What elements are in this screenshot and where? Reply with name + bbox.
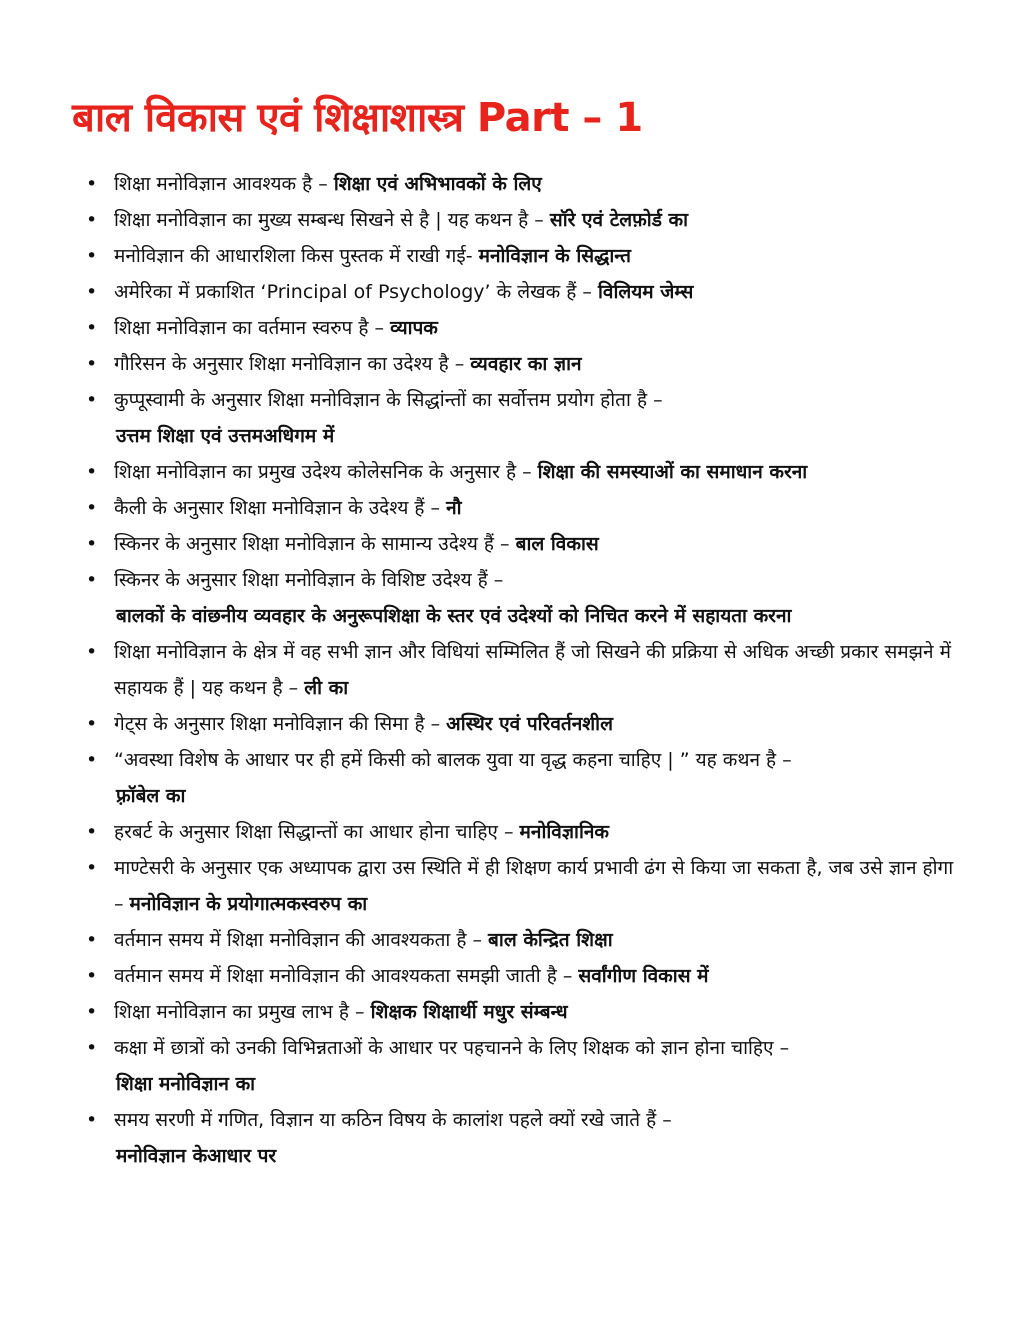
page-title: बाल विकास एवं शिक्षाशास्त्र Part – 1 (72, 95, 643, 141)
list-item (84, 742, 964, 814)
answer-text: सर्वांगीण विकास में (578, 965, 709, 987)
answer-text: शिक्षा मनोविज्ञान का (116, 1073, 256, 1095)
bullet-icon: • (86, 1001, 98, 1023)
list-item (84, 1102, 964, 1174)
question-text: वर्तमान समय में शिक्षा मनोविज्ञान की आवश्यकता समझी जाती है – (114, 965, 573, 987)
question-text: कक्षा में छात्रों को उनकी विभिन्नताओं के आधार पर पहचानने के लिए शिक्षक को ज्ञान होना चाहिए – (114, 1037, 790, 1059)
bullet-icon: • (86, 857, 98, 879)
answer-text: बाल केन्द्रित शिक्षा (488, 929, 613, 951)
question-text: शिक्षा मनोविज्ञान आवश्यक है – (114, 173, 328, 195)
list-item (84, 274, 964, 310)
question-text: शिक्षा मनोविज्ञान का प्रमुख लाभ है – (114, 1001, 365, 1023)
answer-text: अस्थिर एवं परिवर्तनशील (446, 713, 613, 735)
bullet-icon: • (86, 173, 98, 195)
bullet-icon: • (86, 533, 98, 555)
answer-text: नौ (446, 497, 462, 519)
question-text: कैली के अनुसार शिक्षा मनोविज्ञान के उदेश्य हैं – (114, 497, 441, 519)
list-item (84, 958, 964, 994)
bullet-icon: • (86, 317, 98, 339)
question-text: शिक्षा मनोविज्ञान का प्रमुख उदेश्य कोलेसनिक के अनुसार है – (114, 461, 532, 483)
answer-text: बाल विकास (515, 533, 599, 555)
answer-text: मनोविज्ञानिक (519, 821, 610, 843)
question-text: माण्टेसरी के अनुसार एक अध्यापक द्वारा उस स्थिति में ही शिक्षण कार्य प्रभावी ढंग से किया जा सकता है, जब उसे ज्ञान होगा – (114, 857, 954, 915)
bullet-icon: • (86, 281, 98, 303)
question-text: गेट्स के अनुसार शिक्षा मनोविज्ञान की सिमा है – (114, 713, 441, 735)
list-item (84, 562, 964, 634)
question-text: गौरिसन के अनुसार शिक्षा मनोविज्ञान का उदेश्य है – (114, 353, 465, 375)
bullet-icon: • (86, 461, 98, 483)
bullet-icon: • (86, 1037, 98, 1059)
list-item (84, 1030, 964, 1102)
answer-text: व्यवहार का ज्ञान (470, 353, 582, 375)
bullet-icon: • (86, 569, 98, 591)
answer-text: मनोविज्ञान के प्रयोगात्मकस्वरुप का (129, 893, 368, 915)
list-item (84, 310, 964, 346)
answer-text: मनोविज्ञान केआधार पर (116, 1145, 277, 1167)
question-text: मनोविज्ञान की आधारशिला किस पुस्तक में राखी गई- (114, 245, 473, 267)
question-text: कुप्पूस्वामी के अनुसार शिक्षा मनोविज्ञान के सिद्धांन्तों का सर्वोत्तम प्रयोग होता है – (114, 389, 663, 411)
bullet-icon: • (86, 245, 98, 267)
list-item (84, 994, 964, 1030)
list-item (84, 238, 964, 274)
question-text: अमेरिका में प्रकाशित ‘Principal of Psychology’ के लेखक हैं – (114, 281, 592, 303)
answer-text: मनोविज्ञान के सिद्धान्त (478, 245, 631, 267)
answer-text: सॉरे एवं टेलफ़ोर्ड का (549, 209, 689, 231)
list-item (84, 706, 964, 742)
answer-text: शिक्षा एवं अभिभावकों के लिए (333, 173, 542, 195)
question-answer-list (84, 166, 964, 1174)
answer-text: उत्तम शिक्षा एवं उत्तमअधिगम में (116, 425, 335, 447)
list-item (84, 814, 964, 850)
answer-text: शिक्षक शिक्षार्थी मधुर संम्बन्ध (370, 1001, 568, 1023)
bullet-icon: • (86, 749, 98, 771)
question-text: वर्तमान समय में शिक्षा मनोविज्ञान की आवश्यकता है – (114, 929, 482, 951)
list-item (84, 346, 964, 382)
bullet-icon: • (86, 389, 98, 411)
list-item (84, 634, 964, 706)
answer-text: व्यापक (390, 317, 438, 339)
bullet-icon: • (86, 821, 98, 843)
answer-text: शिक्षा की समस्याओं का समाधान करना (537, 461, 808, 483)
list-item (84, 166, 964, 202)
list-item (84, 526, 964, 562)
bullet-icon: • (86, 929, 98, 951)
answer-text: बालकों के वांछनीय व्यवहार के अनुरूपशिक्षा के स्तर एवं उदेश्यों को निचित करने में सहायता करना (116, 605, 792, 627)
question-text: “अवस्था विशेष के आधार पर ही हमें किसी को बालक युवा या वृद्ध कहना चाहिए | ” यह कथन है – (114, 749, 792, 771)
bullet-icon: • (86, 209, 98, 231)
question-text: शिक्षा मनोविज्ञान का मुख्य सम्बन्ध सिखने से है | यह कथन है – (114, 209, 544, 231)
answer-text: विलियम जेम्स (597, 281, 694, 303)
question-text: हरबर्ट के अनुसार शिक्षा सिद्धान्तों का आधार होना चाहिए – (114, 821, 514, 843)
list-item (84, 850, 964, 922)
list-item (84, 202, 964, 238)
list-item (84, 382, 964, 454)
question-text: स्किनर के अनुसार शिक्षा मनोविज्ञान के सामान्य उदेश्य हैं – (114, 533, 510, 555)
answer-text: ली का (304, 677, 349, 699)
bullet-icon: • (86, 353, 98, 375)
question-text: शिक्षा मनोविज्ञान के क्षेत्र में वह सभी ज्ञान और विधियां सम्मिलित हैं जो सिखने की प्रक्रिया से अधिक अच्छी प्रकार समझने में सहायक हैं | यह कथन है – (114, 641, 951, 699)
list-item (84, 922, 964, 958)
answer-text: फ़्रॉबेल का (116, 785, 186, 807)
bullet-icon: • (86, 1109, 98, 1131)
question-text: स्किनर के अनुसार शिक्षा मनोविज्ञान के विशिष्ट उदेश्य हैं – (114, 569, 504, 591)
question-text: शिक्षा मनोविज्ञान का वर्तमान स्वरुप है – (114, 317, 385, 339)
bullet-icon: • (86, 497, 98, 519)
bullet-icon: • (86, 641, 98, 663)
bullet-icon: • (86, 713, 98, 735)
bullet-icon: • (86, 965, 98, 987)
list-item (84, 454, 964, 490)
list-item (84, 490, 964, 526)
question-text: समय सरणी में गणित, विज्ञान या कठिन विषय के कालांश पहले क्यों रखे जाते हैं – (114, 1109, 672, 1131)
